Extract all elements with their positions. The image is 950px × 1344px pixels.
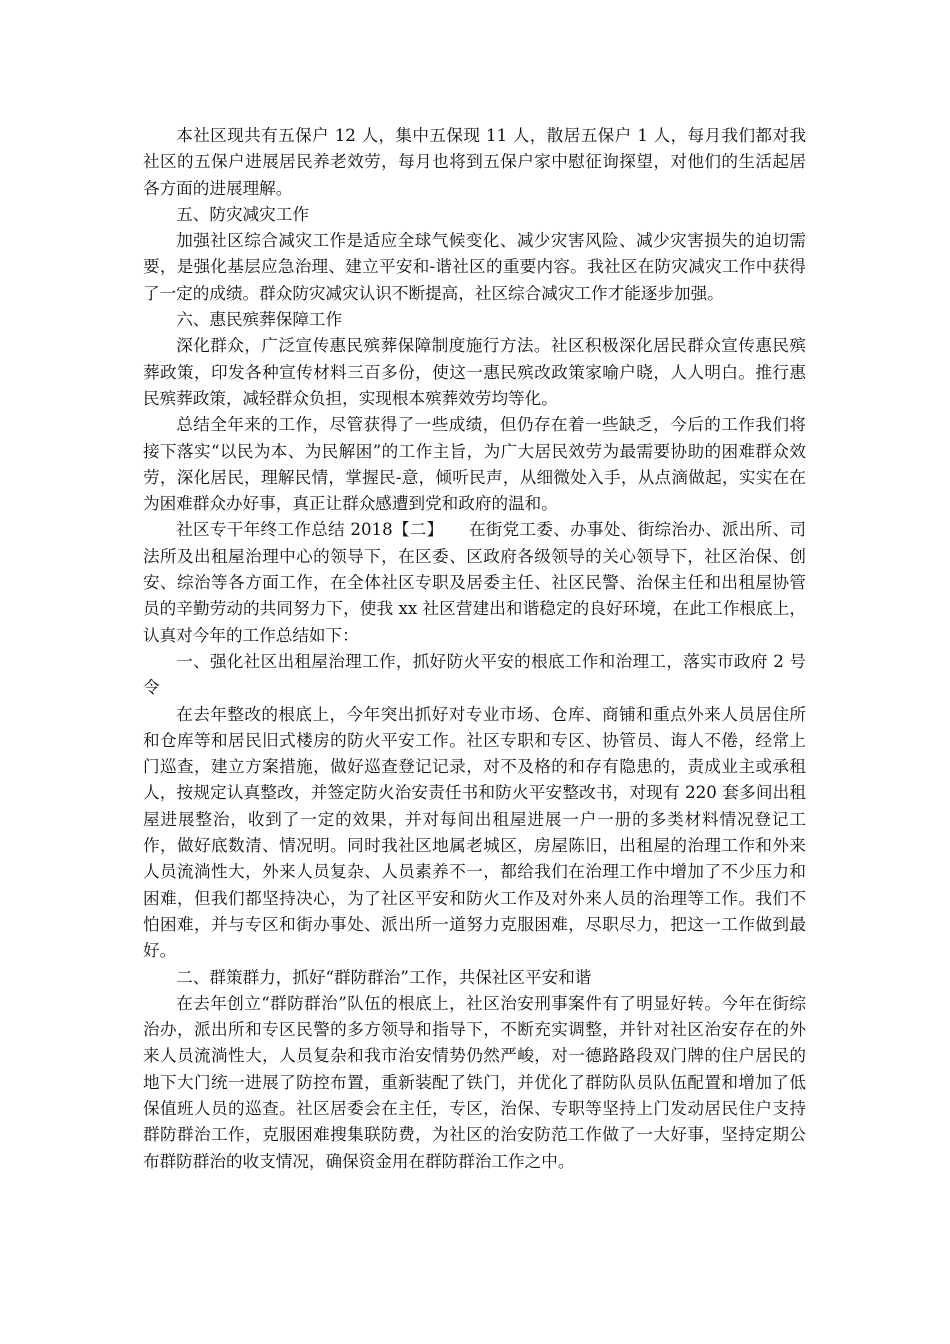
heading-rental-management: 一、强化社区出租屋治理工作，抓好防火平安的根底工作和治理工，落实市政府 2 号令 (143, 651, 806, 698)
paragraph-mass-prevention: 在去年创立“群防群治”队伍的根底上，社区治安刑事案件有了明显好转。今年在街综治办，派出所和专区民警的多方领导和指导下，不断充实调整，并针对社区治安存在的外来人员流淌性大，人员复杂和我市治安情势仍然严峻，对一德路路段双门牌的住户居民的地下大门统一进展了防控布置，重新装配了铁门，并优化了群防队员队伍配置和增加了低保值班人员的巡查。社区居委会在主任，专区，治保、专职等坚持上门发动居民住户支持群防群治工作，克服困难搜集联防费，为社区的治安防范工作做了一大好事，坚持定期公布群防群治的收支情况，确保资金用在群防群治工作之中。 (143, 993, 806, 1171)
paragraph-funeral-support: 深化群众，广泛宣传惠民殡葬保障制度施行方法。社区积极深化居民群众宣传惠民殡葬政策，印发各种宣传材料三百多份，使这一惠民殡改政策家喻户晓，人人明白。推行惠民殡葬政策，减轻群众负担，实现根本殡葬效劳均等化。 (143, 336, 806, 408)
paragraph-wubaohu: 本社区现共有五保户 12 人，集中五保现 11 人，散居五保户 1 人，每月我们都对我社区的五保户进展居民养老效劳，每月也将到五保户家中慰征询探望，对他们的生活起居各方面的进展理解。 (143, 126, 806, 198)
paragraph-rental-management: 在去年整改的根底上，今年突出抓好对专业市场、仓库、商铺和重点外来人员居住所和仓库等和居民旧式楼房的防火平安工作。社区专职和专区、协管员、诲人不倦，经常上门巡查，建立方案措施，做好巡查登记记录，对不及格的和存有隐患的，责成业主或承租人，按规定认真整改，并签定防火治安责任书和防火平安整改书，对现有 220 套多间出租屋进展整治，收到了一定的效果，并对每间出租屋进展一户一册的多类材料情况登记工作，做好底数清、情况明。同时我社区地属老城区，房屋陈旧，出租屋的治理工作和外来人员流淌性大，外来人员复杂、人员素养不一，都给我们在治理工作中增加了不少压力和困难，但我们都坚持决心，为了社区平安和防火工作及对外来人员的治理等工作。我们不怕困难，并与专区和街办事处、派出所一道努力克服困难，尽职尽力，把这一工作做到最好。 (143, 704, 806, 961)
paragraph-annual-summary: 总结全年来的工作，尽管获得了一些成绩，但仍存在着一些缺乏，今后的工作我们将接下落实“以民为本、为民解困”的工作主旨，为广大居民效劳为最需要协助的困难群众效劳，深化居民，理解民情，掌握民-意，倾听民声，从细微处入手，从点滴做起，实实在在为困难群众办好事，真正让群众感遭到党和政府的温和。 (143, 415, 806, 514)
paragraph-part-two-intro: 社区专干年终工作总结 2018【二】 在街党工委、办事处、街综治办、派出所、司法所及出租屋治理中心的领导下，在区委、区政府各级领导的关心领导下，社区治保、创安、综治等各方面工作，在全体社区专职及居委主任、社区民警、治保主任和出租屋协管员的辛勤劳动的共同努力下，使我 xx 社区营建出和谐稳定的良好环境，在此工作根底上，认真对今年的工作总结如下： (143, 520, 806, 645)
heading-funeral-support: 六、惠民殡葬保障工作 (176, 310, 343, 330)
document-body (143, 123, 806, 1175)
heading-mass-prevention: 二、群策群力，抓好“群防群治”工作，共保社区平安和谐 (176, 967, 592, 987)
heading-disaster-prevention: 五、防灾减灾工作 (176, 204, 309, 224)
paragraph-disaster-prevention: 加强社区综合减灾工作是适应全球气候变化、减少灾害风险、减少灾害损失的迫切需要，是强化基层应急治理、建立平安和-谐社区的重要内容。我社区在防灾减灾工作中获得了一定的成绩。群众防灾减灾认识不断提高，社区综合减灾工作才能逐步加强。 (143, 231, 806, 303)
